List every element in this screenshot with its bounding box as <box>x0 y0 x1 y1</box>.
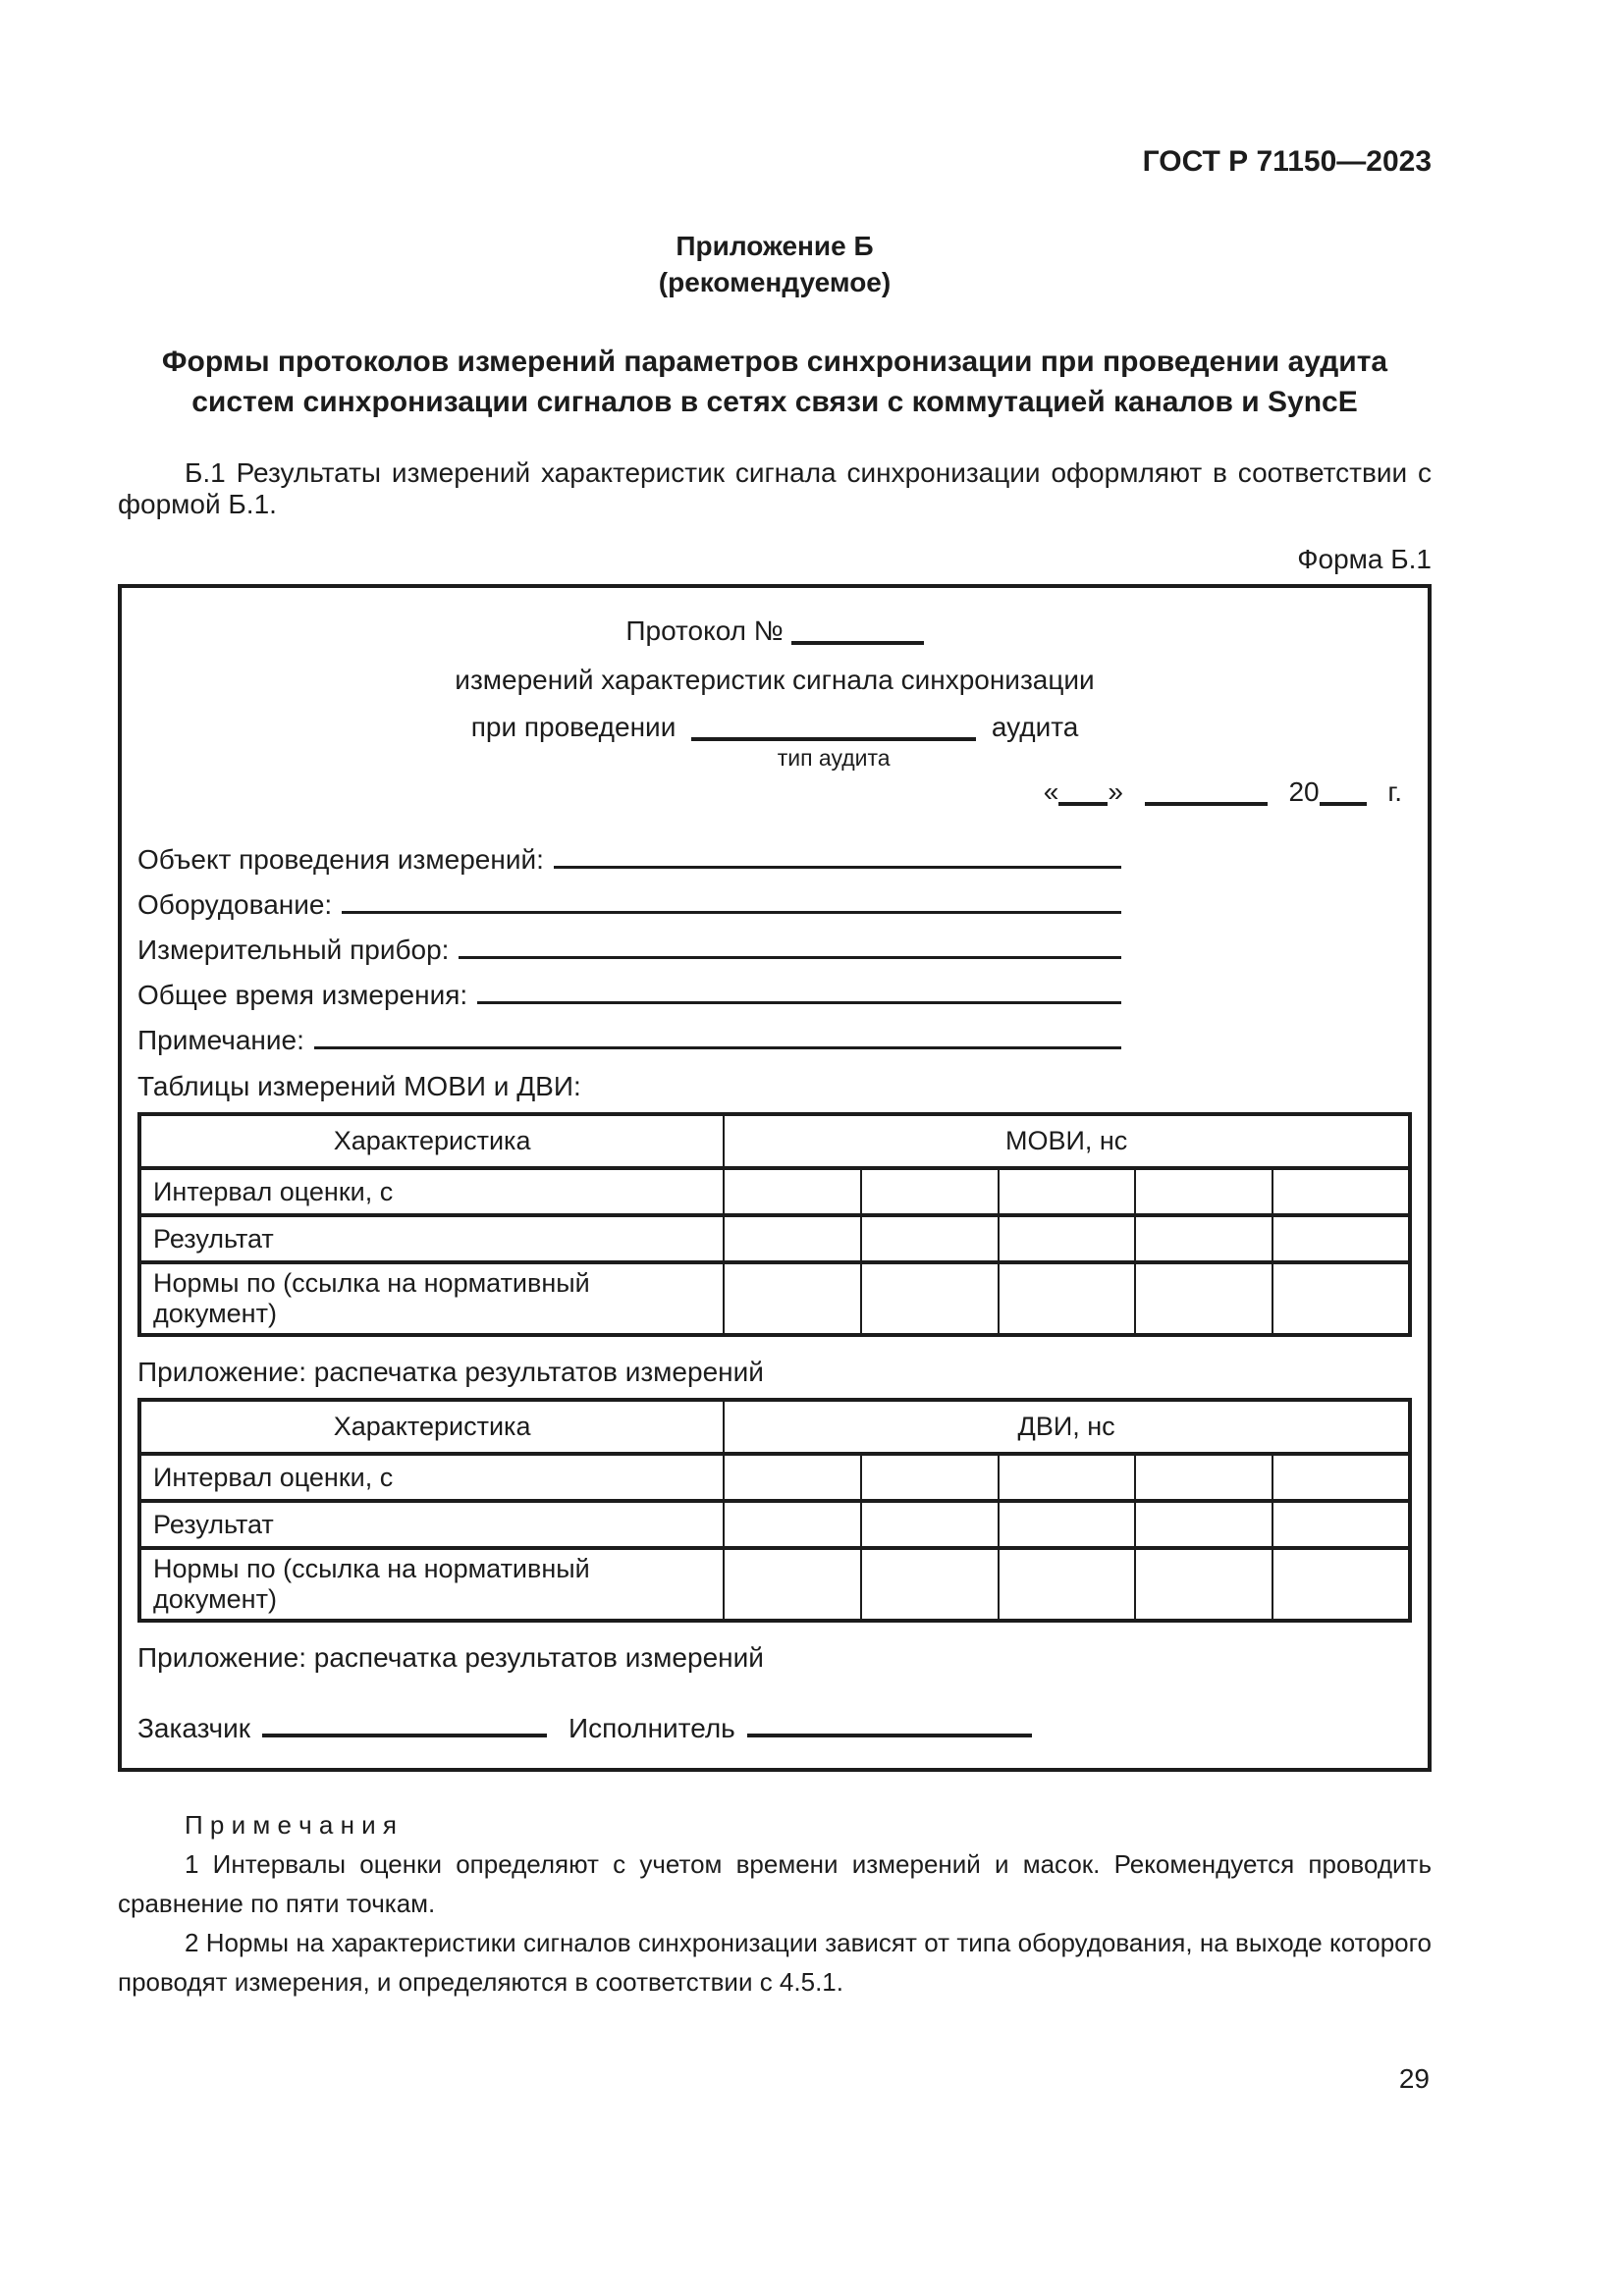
empty-cell <box>1135 1262 1272 1335</box>
empty-cell <box>999 1501 1136 1548</box>
audit-line <box>137 712 1412 771</box>
row-label: Интервал оценки, с <box>139 1168 724 1215</box>
audit-type-blank <box>691 718 976 771</box>
empty-cell <box>724 1454 861 1501</box>
appendix-title: Приложение Б <box>676 231 874 261</box>
row-label: Интервал оценки, с <box>139 1454 724 1501</box>
field-equipment <box>137 890 1121 919</box>
standard-number: ГОСТ Р 71150—2023 <box>1142 145 1432 178</box>
appendix-subtitle: (рекомендуемое) <box>658 267 892 297</box>
section-title: Формы протоколов измерений параметров синхронизации при проведении аудита систем синхронизации сигналов в сетях связи с коммутацией каналов и SyncE <box>161 346 1388 418</box>
intro-paragraph: Б.1 Результаты измерений характеристик сигнала синхронизации оформляют в соответствии с формой Б.1. <box>118 457 1432 519</box>
date-century: 20 <box>1288 776 1320 807</box>
field-label: Оборудование: <box>137 889 333 920</box>
audit-type-caption: тип аудита <box>777 745 891 771</box>
appendix-heading <box>118 228 1432 300</box>
table-row <box>139 1262 1410 1335</box>
empty-cell <box>1272 1168 1410 1215</box>
row-label: Нормы по (ссылка на нормативный документ) <box>139 1262 724 1335</box>
empty-cell <box>999 1548 1136 1621</box>
date-year-blank <box>1320 782 1367 806</box>
customer-label: Заказчик <box>137 1713 250 1743</box>
empty-cell <box>999 1454 1136 1501</box>
field-fill-line <box>477 981 1121 1004</box>
notes-section <box>118 1805 1432 2002</box>
field-fill-line <box>342 890 1121 914</box>
table-header-row <box>139 1400 1410 1454</box>
empty-cell <box>724 1262 861 1335</box>
dvi-appendix-note: Приложение: распечатка результатов измерений <box>137 1642 764 1673</box>
date-day-blank <box>1058 782 1108 806</box>
note-item-2: 2 Нормы на характеристики сигналов синхронизации зависят от типа оборудования, на выходе которого проводят измерения, и определяются в соответствии с 4.5.1. <box>118 1928 1432 1997</box>
dvi-header: ДВИ, нс <box>724 1400 1410 1454</box>
signature-line <box>137 1713 1412 1744</box>
movi-header: МОВИ, нс <box>724 1114 1410 1168</box>
protocol-prefix: Протокол № <box>625 615 784 646</box>
note-item-1: 1 Интервалы оценки определяют с учетом времени измерений и масок. Рекомендуется проводить сравнение по пяти точкам. <box>118 1849 1432 1918</box>
table-row <box>139 1454 1410 1501</box>
row-label: Нормы по (ссылка на нормативный документ) <box>139 1548 724 1621</box>
audit-suffix: аудита <box>991 712 1079 742</box>
empty-cell <box>1135 1501 1272 1548</box>
empty-cell <box>861 1501 999 1548</box>
empty-cell <box>861 1215 999 1262</box>
field-label: Примечание: <box>137 1025 304 1055</box>
characteristic-header: Характеристика <box>139 1114 724 1168</box>
notes-title: П р и м е ч а н и я <box>185 1810 397 1840</box>
customer-signature-blank <box>262 1714 547 1737</box>
page-number: 29 <box>1398 2063 1430 2094</box>
table-row <box>139 1215 1410 1262</box>
table-header-row <box>139 1114 1410 1168</box>
empty-cell <box>999 1168 1136 1215</box>
empty-cell <box>1272 1454 1410 1501</box>
characteristic-header: Характеристика <box>139 1400 724 1454</box>
empty-cell <box>999 1262 1136 1335</box>
executor-signature-blank <box>747 1714 1032 1737</box>
protocol-number-blank <box>791 621 924 645</box>
empty-cell <box>1135 1548 1272 1621</box>
movi-table <box>137 1112 1412 1337</box>
empty-cell <box>861 1168 999 1215</box>
protocol-subtitle: измерений характеристик сигнала синхронизации <box>455 665 1095 695</box>
field-object <box>137 845 1121 874</box>
field-fill-line <box>459 935 1121 959</box>
protocol-form-box <box>118 584 1432 1772</box>
table-row <box>139 1168 1410 1215</box>
empty-cell <box>861 1548 999 1621</box>
table-row <box>139 1501 1410 1548</box>
empty-cell <box>861 1262 999 1335</box>
row-label: Результат <box>139 1501 724 1548</box>
empty-cell <box>724 1168 861 1215</box>
empty-cell <box>1135 1454 1272 1501</box>
field-note <box>137 1026 1121 1054</box>
empty-cell <box>724 1501 861 1548</box>
empty-cell <box>1272 1262 1410 1335</box>
date-year-suffix: г. <box>1387 776 1402 807</box>
audit-prefix: при проведении <box>470 712 677 742</box>
form-label: Форма Б.1 <box>1297 544 1432 574</box>
date-open-quote: « <box>1043 776 1059 807</box>
field-instrument <box>137 935 1121 964</box>
executor-label: Исполнитель <box>568 1713 735 1743</box>
field-label: Общее время измерения: <box>137 980 468 1010</box>
row-label: Результат <box>139 1215 724 1262</box>
field-fill-line <box>554 845 1121 869</box>
empty-cell <box>1272 1548 1410 1621</box>
date-line <box>137 776 1412 808</box>
tables-intro: Таблицы измерений МОВИ и ДВИ: <box>137 1071 581 1101</box>
field-fill-line <box>314 1026 1121 1049</box>
field-total-time <box>137 981 1121 1009</box>
empty-cell <box>1135 1215 1272 1262</box>
empty-cell <box>999 1215 1136 1262</box>
date-close-quote: » <box>1108 776 1123 807</box>
table-row <box>139 1548 1410 1621</box>
protocol-number-line <box>137 615 1412 647</box>
movi-appendix-note: Приложение: распечатка результатов измерений <box>137 1357 764 1387</box>
date-month-blank <box>1145 782 1268 806</box>
field-label: Измерительный прибор: <box>137 934 450 965</box>
empty-cell <box>724 1215 861 1262</box>
dvi-table <box>137 1398 1412 1623</box>
empty-cell <box>861 1454 999 1501</box>
empty-cell <box>1272 1501 1410 1548</box>
empty-cell <box>1135 1168 1272 1215</box>
empty-cell <box>1272 1215 1410 1262</box>
field-label: Объект проведения измерений: <box>137 844 544 875</box>
form-fields <box>137 845 1412 1054</box>
empty-cell <box>724 1548 861 1621</box>
